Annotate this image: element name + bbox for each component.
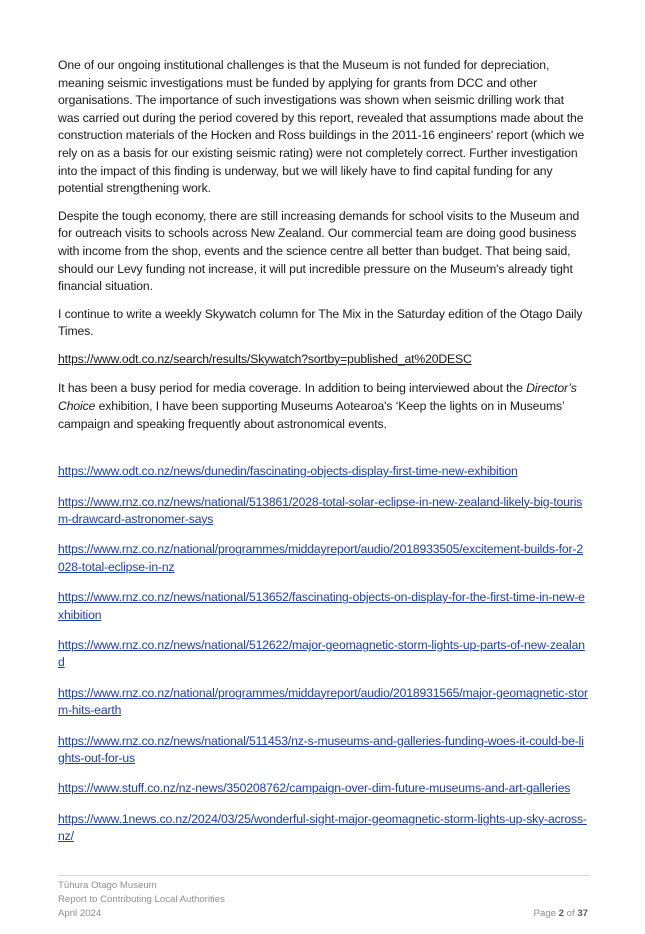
paragraph-economy: Despite the tough economy, there are still increasing demands for school visits to the Museum and for outreach visits to schools across New Zealand. Our commercial team are doing good business with income from the shop, events and the science centre all better than budget. That being said, should our Levy funding not increase, it will put incredible pressure on the Museum's already tight financial situation. bbox=[58, 208, 580, 294]
page-of: of bbox=[566, 908, 575, 920]
media-link[interactable]: https://www.rnz.co.nz/news/national/513861/2028-total-solar-eclipse-in-new-zealand-likely-big-tourism-drawcard-astronomer-says bbox=[58, 494, 583, 526]
media-link[interactable]: https://www.1news.co.nz/2024/03/25/wonderful-sight-major-geomagnetic-storm-lights-up-sky-across-nz/ bbox=[58, 811, 587, 844]
media-text-end: exhibition, I have been supporting Museums Aotearoa's ‘Keep the lights on in Museums’ campaign and speaking frequently about astronomical events. bbox=[58, 398, 565, 431]
media-link[interactable]: https://www.rnz.co.nz/news/national/513652/fascinating-objects-on-display-for-the-first-time-in-new-exhibition bbox=[58, 590, 585, 622]
footer-report-title: Report to Contributing Local Authorities bbox=[58, 894, 225, 906]
media-link[interactable]: https://www.rnz.co.nz/news/national/512622/major-geomagnetic-storm-lights-up-parts-of-new-zealand bbox=[58, 637, 585, 670]
media-link[interactable]: https://www.rnz.co.nz/national/programmes/middayreport/audio/2018931565/major-geomagnetic-storm-hits-earth bbox=[58, 685, 588, 718]
document-body bbox=[58, 57, 588, 859]
page-current: 2 bbox=[558, 908, 564, 920]
media-link[interactable]: https://www.rnz.co.nz/national/programmes/middayreport/audio/2018933505/excitement-builds-for-2028-total-eclipse-in-nz bbox=[58, 542, 583, 574]
media-link[interactable]: https://www.stuff.co.nz/nz-news/350208762/campaign-over-dim-future-museums-and-art-galleries bbox=[58, 781, 571, 796]
paragraph-seismic-funding: One of our ongoing institutional challenges is that the Museum is not funded for depreciation, meaning seismic investigations must be funded by applying for grants from DCC and other organisations. The importance of such investigations was shown when seismic drilling work that was carried out during the period covered by this report, revealed that assumptions made about the construction materials of the Hocken and Ross buildings in the 2011-16 engineers' report (which we rely on as a basis for our existing seismic rating) were not completely correct. Further investigation into the impact of this finding is underway, but we will likely have to find capital funding for any potential strengthening work. bbox=[58, 58, 585, 196]
link-skywatch-odt[interactable]: https://www.odt.co.nz/search/results/Skywatch?sortby=published_at%20DESC bbox=[58, 351, 472, 366]
media-link[interactable]: https://www.rnz.co.nz/news/national/511453/nz-s-museums-and-galleries-funding-woes-it-could-be-lights-out-for-us bbox=[58, 733, 584, 765]
paragraph-media-coverage bbox=[58, 380, 588, 433]
page-word: Page bbox=[533, 908, 556, 920]
paragraph-skywatch: I continue to write a weekly Skywatch column for The Mix in the Saturday edition of the Otago Daily Times. bbox=[58, 306, 583, 339]
footer-date: April 2024 bbox=[58, 908, 102, 920]
media-link[interactable]: https://www.odt.co.nz/news/dunedin/fascinating-objects-display-first-time-new-exhibition bbox=[58, 464, 518, 479]
page-number bbox=[534, 907, 588, 921]
media-text-start: It has been a busy period for media coverage. In addition to being interviewed about the bbox=[58, 381, 527, 396]
page-footer bbox=[58, 875, 590, 922]
exhibition-name: Director’s Choice bbox=[58, 381, 577, 413]
media-links-list bbox=[58, 463, 588, 846]
page-total: 37 bbox=[577, 908, 588, 920]
footer-org: Tūhura Otago Museum bbox=[58, 880, 157, 891]
